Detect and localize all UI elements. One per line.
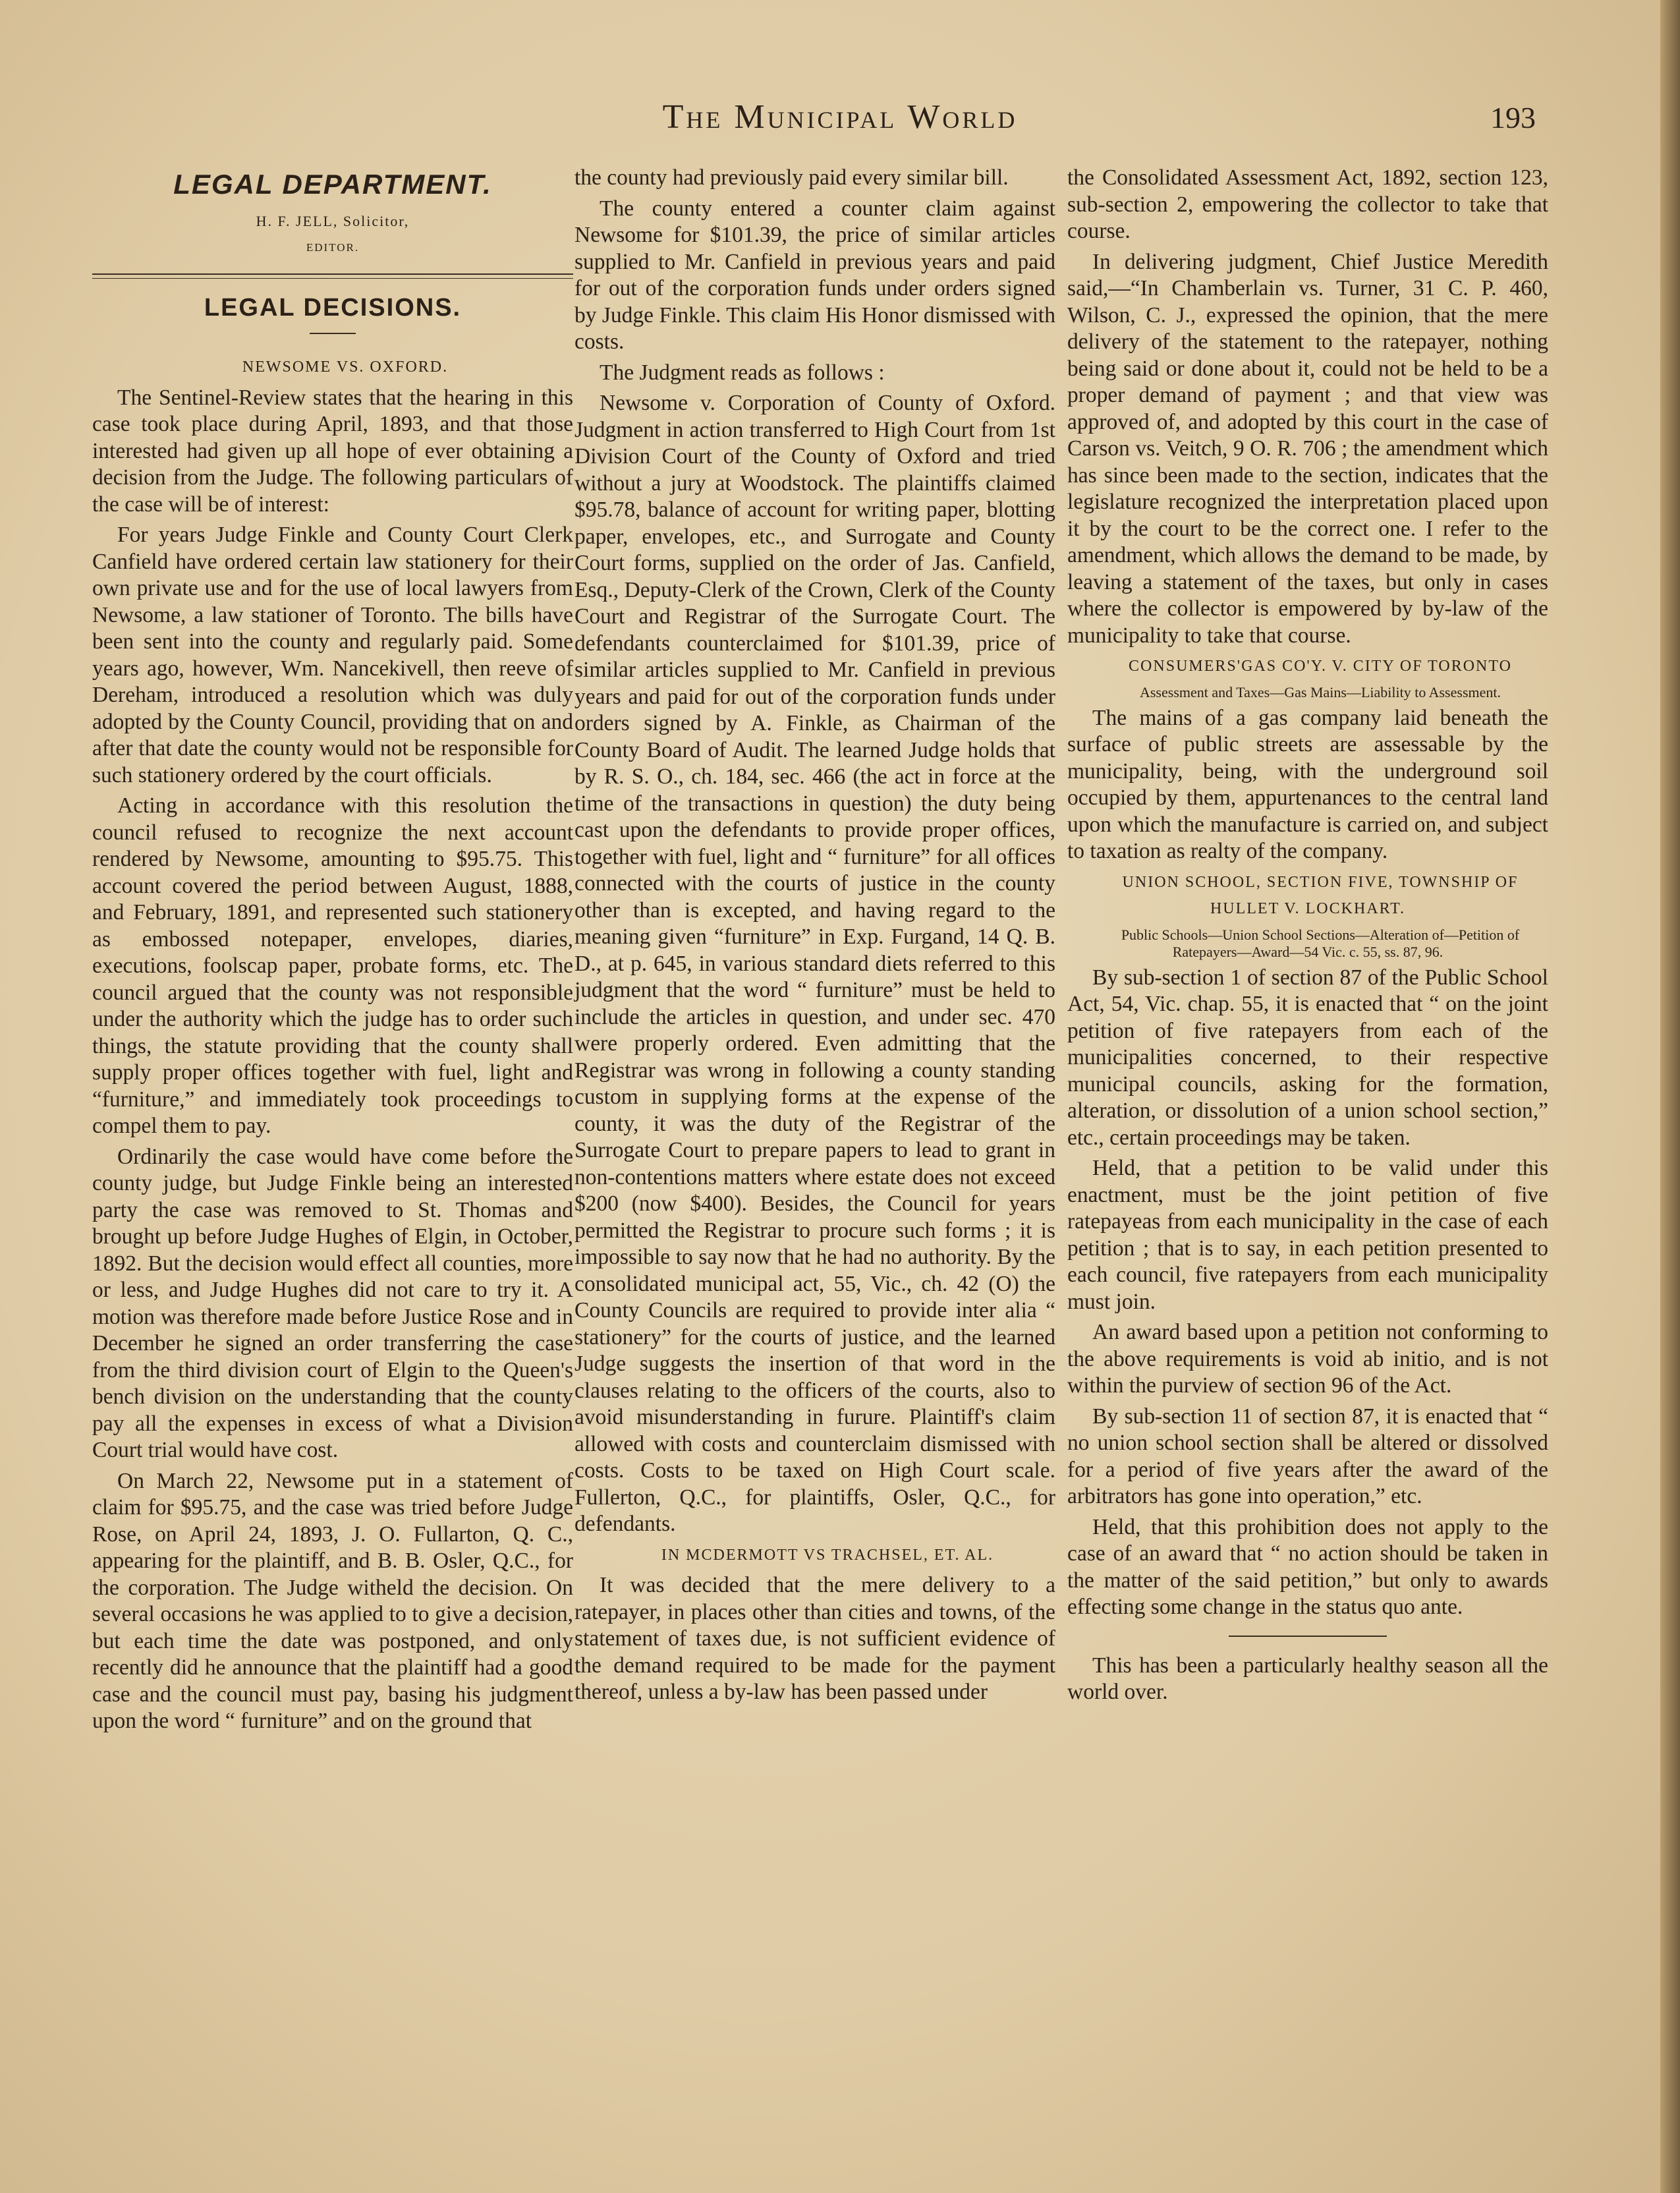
case-subnote: Public Schools—Union School Sections—Alteration of—Petition of Ratepayers—Award—54 Vic. c. 55, ss. 87, 96.	[1121, 926, 1520, 960]
byline-role: EDITOR.	[306, 241, 360, 254]
paragraph: This has been a particularly healthy season all the world over.	[1067, 1653, 1548, 1704]
case-heading: NEWSOME VS. OXFORD.	[242, 358, 449, 376]
paragraph: Newsome v. Corporation of County of Oxford. Judgment in action transferred to High Court from 1st Division Court of the County of Oxford and tried without a jury at Woodstock. The plaintiffs claimed $95.78, balance of account for writing paper, blotting paper, envelopes, etc., and Surrogate and County Court forms, supplied on the order of Jas. Canfield, Esq., Deputy-Clerk of the Crown, Clerk of the County Court and Registrar of the Surrogate Court. The defendants counterclaimed for $101.39, price of similar articles supplied to Mr. Canfield in previous years and paid for out of the corporation funds under orders signed by A. Finkle, as Chairman of the County Board of Audit. The learned Judge holds that by R. S. O., ch. 184, sec. 466 (the act in force at the time of the transactions in question) the duty being cast upon the defendants to provide proper offices, together with fuel, light and “ furniture” for all offices connected with the courts of justice in the county other than is excepted, and having regard to the meaning given “furniture” in Exp. Furgand, 14 Q. B. D., at p. 645, in various standard diets referred to this judgment that the word “ furniture” must be held to include the articles in question, and under sec. 470 were properly ordered. Even admitting that the Registrar was wrong in following a county standing custom in supplying forms at the expense of the county, it was the duty of the Registrar of the Surrogate Court to prepare papers to lead to grant in non-contentions matters where estate does not exceed $200 (now $400). Besides, the Council for years permitted the Registrar to procure such forms ; it is impossible to say now that he had no authority. By the consolidated municipal act, 55, Vic., ch. 42 (O) the County Councils are required to provide inter alia “ stationery” for the courts of justice, and the learned Judge suggests the insertion of that word in the clauses relating to the officers of the courts, also to avoid misunderstanding in furure. Plaintiff's claim allowed with costs and counterclaim dismissed with costs. Costs to be taxed on High Court scale. Fullerton, Q.C., for plaintiffs, Osler, Q.C., for defendants.	[574, 391, 1055, 1536]
paragraph: Held, that a petition to be valid under this enactment, must be the joint petition of five ratepayeas from each municipality in the case of each petition ; that is to say, in each petition presented to each council, five ratepayers from each municipality must join.	[1067, 1156, 1548, 1314]
paragraph: the Consolidated Assessment Act, 1892, section 123, sub-section 2, empowering the collector to take that course.	[1067, 165, 1548, 243]
case-subnote: Assessment and Taxes—Gas Mains—Liability to Assessment.	[1139, 683, 1501, 700]
paragraph: The Sentinel-Review states that the hearing in this case took place during April, 1893, and that those interested had given up all hope of ever obtaining a decision from the Judge. The following particulars of the case will be of interest:	[92, 385, 573, 517]
case-heading: UNION SCHOOL, SECTION FIVE, TOWNSHIP OF HULLET V. LOCKHART.	[1122, 873, 1519, 917]
paragraph: It was decided that the mere delivery to a ratepayer, in places other than cities and towns, of the statement of taxes due, is not sufficient evidence of the demand required to be made for the payment thereof, unless a by-law has been passed under	[574, 1573, 1055, 1704]
paragraph: The Judgment reads as follows :	[600, 360, 885, 385]
short-rule	[310, 333, 356, 334]
column-2	[574, 165, 1055, 1710]
department-title: LEGAL DEPARTMENT.	[173, 169, 492, 200]
case-heading: CONSUMERS'GAS CO'Y. V. CITY OF TORONTO	[1129, 658, 1512, 675]
paragraph: For years Judge Finkle and County Court Clerk Canfield have ordered certain law stationery for their own private use and for the use of local lawyers from Newsome, a law stationer of Toronto. The bills have been sent into the county and regularly paid. Some years ago, however, Wm. Nancekivell, then reeve of Dereham, introduced a resolution which was duly adopted by the County Council, providing that on and after that date the county would not be responsible for such stationery ordered by the court officials.	[92, 523, 573, 787]
column-1	[92, 165, 573, 1739]
page-edge	[1660, 0, 1680, 2193]
paragraph: An award based upon a petition not conforming to the above requirements is void ab initio, and is not within the purview of section 96 of the Act.	[1067, 1320, 1548, 1398]
double-rule	[92, 273, 573, 279]
paragraph: Acting in accordance with this resolution the council refused to recognize the next account rendered by Newsome, amounting to $95.75. This account covered the period between August, 1888, and February, 1891, and represented such stationery as embossed notepaper, envelopes, diaries, executions, foolscap paper, probate forms, etc. The council argued that the county was not responsible under the authority which the judge has to order such things, the statute providing that the county shall supply proper offices together with fuel, light and “furniture,” and immediately took proceedings to compel them to pay.	[92, 793, 573, 1138]
paragraph: Held, that this prohibition does not apply to the case of an award that “ no action should be taken in the matter of the said petition,” but only to awards effecting some change in the status quo ante.	[1067, 1514, 1548, 1619]
paragraph: On March 22, Newsome put in a statement of claim for $95.75, and the case was tried before Judge Rose, on April 24, 1893, J. O. Fullarton, Q. C., appearing for the plaintiff, and B. B. Osler, Q.C., for the corporation. The Judge witheld the decision. On several occasions he was applied to to give a decision, but each time the date was postponed, and only recently did he announce that the plaintiff had a good case and the council must pay, basing his judgment upon the word “ furniture” and on the ground that	[92, 1468, 573, 1733]
paragraph: In delivering judgment, Chief Justice Meredith said,—“In Chamberlain vs. Turner, 31 C. P. 460, Wilson, C. J., expressed the opinion, that the mere delivery of the statement to the ratepayer, nothing being said or done about it, could not be held to be a proper demand of payment ; and that view was approved of, and adopted by this court in the case of Carson vs. Veitch, 9 O. R. 706 ; the amendment which has since been made to the section, indicates that the legislature recognized the interpretation placed upon it by the court to be the correct one. I refer to the amendment, which allows the demand to be made, by leaving a statement of the taxes, but only in cases where the collector is empowered by by-law of the municipality to take that course.	[1067, 249, 1548, 648]
case-heading: IN MCDERMOTT VS TRACHSEL, ET. AL.	[661, 1546, 994, 1564]
paragraph: the county had previously paid every similar bill.	[574, 165, 1009, 190]
masthead: The Municipal World	[662, 98, 1018, 136]
page-number: 193	[1490, 101, 1536, 134]
page-header	[0, 98, 1680, 144]
section-title: LEGAL DECISIONS.	[204, 293, 462, 322]
byline: H. F. JELL, Solicitor,	[256, 212, 410, 229]
paragraph: By sub-section 1 of section 87 of the Public School Act, 54, Vic. chap. 55, it is enacted that “ on the joint petition of five ratepayers from each of the municipalities concerned, to their respective municipal councils, asking for the formation, alteration, or dissolution of a union school section,” etc., certain proceedings may be taken.	[1067, 965, 1548, 1150]
paragraph: Ordinarily the case would have come before the county judge, but Judge Finkle being an interested party the case was removed to St. Thomas and brought up before Judge Hughes of Elgin, in October, 1892. But the decision would effect all counties, more or less, and Judge Hughes did not care to try it. A motion was therefore made before Justice Rose and in December he signed an order transferring the case from the third division court of Elgin to the Queen's bench division on the understanding that the county pay all the expenses in excess of what a Division Court trial would have cost.	[92, 1144, 573, 1462]
paragraph: The mains of a gas company laid beneath the surface of public streets are assessable by the municipality, being, with the underground soil occupied by them, appurtenances to the central land upon which the manufacture is carried on, and subject to taxation as realty of the company.	[1067, 705, 1548, 863]
column-3	[1067, 165, 1548, 1710]
end-rule	[1229, 1636, 1387, 1637]
paragraph: By sub-section 11 of section 87, it is enacted that “ no union school section shall be altered or dissolved for a period of five years after the award of the arbitrators has gone into operation,” etc.	[1067, 1404, 1548, 1508]
paragraph: The county entered a counter claim against Newsome for $101.39, the price of similar articles supplied to Mr. Canfield in previous years and paid for out of the corporation funds under orders signed by Judge Finkle. This claim His Honor dismissed with costs.	[574, 196, 1055, 354]
